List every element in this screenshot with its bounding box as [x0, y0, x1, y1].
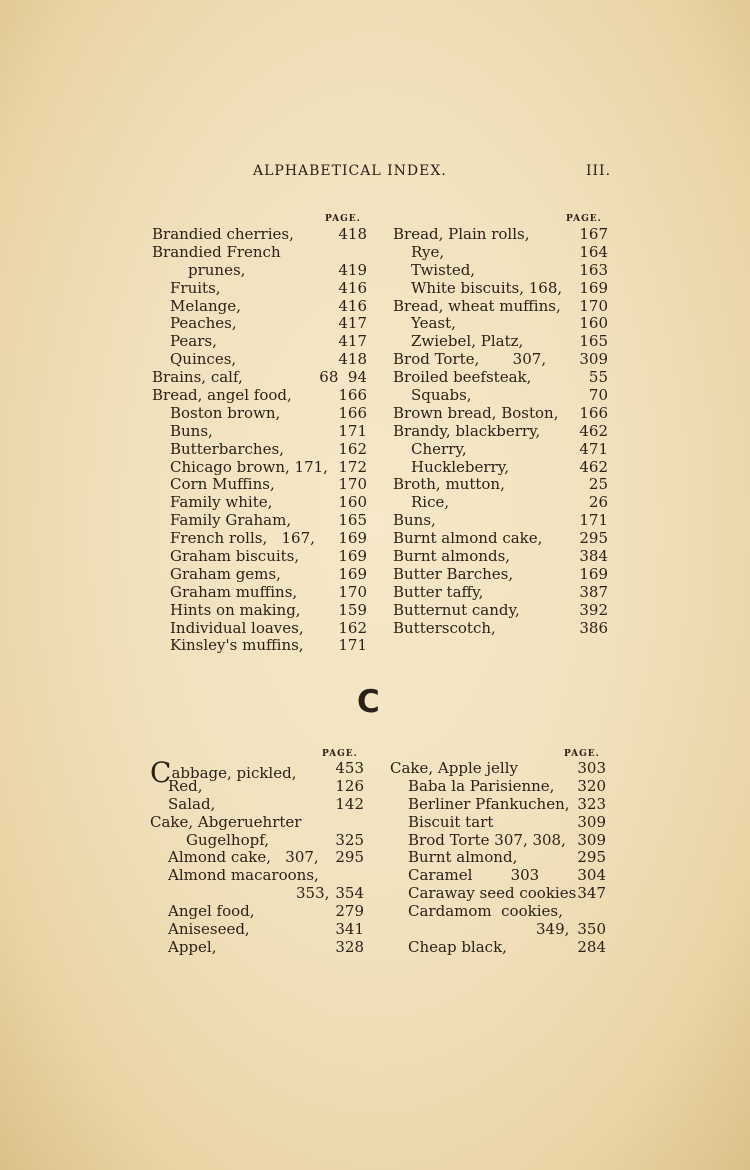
entry-page-number: 354	[335, 884, 364, 903]
entry-label: Buns,	[393, 511, 436, 530]
entry-page-number: 462	[579, 457, 608, 476]
entry-page-number: 170	[338, 475, 367, 494]
entry-page-number: 159	[338, 600, 367, 619]
entry-page-number: 160	[338, 493, 367, 512]
index-entry	[393, 333, 608, 351]
index-entry	[150, 885, 364, 903]
index-column-b-right	[393, 226, 608, 637]
entry-label: Rice,	[411, 493, 450, 512]
entry-page-number: 416	[338, 278, 367, 297]
index-entry	[152, 262, 367, 280]
entry-label: Squabs,	[411, 386, 472, 405]
entry-label: Kinsley's muffins,	[170, 636, 304, 655]
entry-label: Butterbarches,	[170, 439, 284, 458]
index-entry	[152, 620, 367, 638]
index-entry	[393, 494, 608, 512]
index-entry	[152, 280, 367, 298]
index-entry	[150, 939, 364, 957]
entry-page-number: 328	[335, 937, 364, 956]
entry-page-number: 170	[338, 582, 367, 601]
index-entry	[393, 226, 608, 244]
index-entry	[393, 405, 608, 423]
entry-label: Bread, angel food,	[152, 386, 292, 405]
entry-page-number: 309	[577, 830, 606, 849]
index-entry	[390, 760, 606, 778]
index-column-c-left	[150, 756, 364, 957]
index-entry	[390, 885, 606, 903]
entry-label: Individual loaves,	[170, 618, 304, 637]
entry-label: Family Graham,	[170, 511, 292, 530]
index-entry	[152, 441, 367, 459]
entry-page-number: 284	[577, 937, 606, 956]
entry-label: 349,	[536, 920, 570, 939]
entry-page-number: 162	[338, 618, 367, 637]
index-entry	[150, 867, 364, 885]
entry-label: Brown bread, Boston,	[393, 403, 559, 422]
entry-label: Caramel 303	[408, 866, 540, 885]
entry-page-number: 341	[335, 920, 364, 939]
entry-page-number: 418	[338, 225, 367, 243]
entry-page-number: 320	[577, 776, 606, 795]
entry-label: Corn Muffins,	[170, 475, 275, 494]
index-entry	[393, 441, 608, 459]
index-entry	[152, 494, 367, 512]
entry-page-number: 166	[338, 403, 367, 422]
entry-page-number: 295	[577, 848, 606, 867]
index-entry	[152, 369, 367, 387]
entry-page-number: 169	[579, 278, 608, 297]
index-entry	[393, 298, 608, 316]
entry-page-number: 166	[579, 403, 608, 422]
entry-page-number: 304	[577, 866, 606, 885]
entry-label: Rye,	[411, 242, 445, 261]
index-entry	[393, 369, 608, 387]
entry-label: Biscuit tart	[408, 812, 494, 831]
entry-page-number: 55	[588, 368, 608, 387]
index-entry	[393, 566, 608, 584]
page-column-label: PAGE.	[325, 214, 361, 224]
index-entry	[152, 476, 367, 494]
entry-label: Graham biscuits,	[170, 547, 300, 566]
entry-label: Pears,	[170, 332, 217, 351]
entry-label: Cake, Apple jelly	[390, 759, 518, 777]
entry-label: Hints on making,	[170, 600, 301, 619]
entry-page-number: 387	[579, 582, 608, 601]
entry-label: Melange,	[170, 296, 241, 315]
entry-page-number: 164	[579, 242, 608, 261]
entry-page-number: 323	[577, 794, 606, 813]
entry-label: Quinces,	[170, 350, 237, 369]
index-entry	[390, 778, 606, 796]
entry-page-number: 70	[588, 386, 608, 405]
entry-label: prunes,	[188, 260, 246, 279]
entry-page-number: 347	[577, 884, 606, 903]
page-number: III.	[586, 163, 612, 179]
entry-page-number: 350	[577, 920, 606, 939]
index-entry	[393, 423, 608, 441]
entry-page-number: 471	[579, 439, 608, 458]
index-entry	[390, 849, 606, 867]
entry-label: 353,	[296, 884, 330, 903]
index-entry	[393, 602, 608, 620]
entry-label: Huckleberry,	[411, 457, 509, 476]
entry-page-number: 416	[338, 296, 367, 315]
index-entry	[390, 939, 606, 957]
entry-page-number: 325	[335, 830, 364, 849]
entry-label: Chicago brown, 171,	[170, 457, 328, 476]
entry-page-number: 26	[588, 493, 608, 512]
entry-page-number: 386	[579, 618, 608, 637]
entry-page-number: 162	[338, 439, 367, 458]
index-entry	[393, 512, 608, 530]
index-entry	[393, 315, 608, 333]
index-entry	[152, 548, 367, 566]
index-entry	[152, 315, 367, 333]
entry-label: Brod Torte 307, 308,	[408, 830, 566, 849]
entry-label: French rolls, 167,	[170, 529, 315, 548]
entry-page-number: 171	[579, 511, 608, 530]
index-entry	[390, 867, 606, 885]
entry-label: Yeast,	[411, 314, 456, 333]
entry-label: Buns,	[170, 421, 213, 440]
index-entry	[152, 298, 367, 316]
index-entry	[150, 778, 364, 796]
entry-label: Appel,	[168, 937, 217, 956]
entry-label: Peaches,	[170, 314, 237, 333]
entry-label: Baba la Parisienne,	[408, 776, 555, 795]
entry-page-number: 172	[338, 457, 367, 476]
entry-label: Butter Barches,	[393, 564, 514, 583]
entry-label: Zwiebel, Platz,	[411, 332, 524, 351]
entry-label: Fruits,	[170, 278, 221, 297]
entry-label: Angel food,	[168, 902, 255, 921]
page-column-label: PAGE.	[322, 749, 358, 759]
index-entry	[152, 530, 367, 548]
entry-label: Brandy, blackberry,	[393, 421, 541, 440]
entry-page-number: 163	[579, 260, 608, 279]
index-entry	[152, 602, 367, 620]
index-entry	[152, 512, 367, 530]
entry-page-number: 384	[579, 547, 608, 566]
index-entry	[393, 530, 608, 548]
index-entry	[390, 903, 606, 921]
entry-label: White biscuits, 168,	[411, 278, 563, 297]
page-column-label: PAGE.	[564, 749, 600, 759]
section-letter-c: C	[357, 684, 380, 720]
entry-page-number: 392	[579, 600, 608, 619]
index-entry	[150, 796, 364, 814]
entry-label: Broth, mutton,	[393, 475, 505, 494]
entry-page-number: 169	[338, 529, 367, 548]
entry-label: Cake, Abgeruehrter	[150, 812, 302, 831]
index-entry	[390, 832, 606, 850]
index-column-c-right	[390, 760, 606, 957]
entry-page-number: 462	[579, 421, 608, 440]
index-entry	[152, 423, 367, 441]
entry-label: Graham muffins,	[170, 582, 298, 601]
page-column-label: PAGE.	[566, 214, 602, 224]
entry-label: Cherry,	[411, 439, 467, 458]
entry-label: Twisted,	[411, 260, 476, 279]
entry-page-number: 279	[335, 902, 364, 921]
index-entry	[393, 280, 608, 298]
entry-page-number: 417	[338, 332, 367, 351]
index-entry	[152, 244, 367, 262]
index-entry	[150, 921, 364, 939]
index-entry	[150, 814, 364, 832]
index-entry	[393, 620, 608, 638]
entry-label: Almond cake, 307,	[168, 848, 319, 867]
index-entry	[152, 584, 367, 602]
entry-label: Boston brown,	[170, 403, 281, 422]
entry-page-number: 126	[335, 776, 364, 795]
index-entry	[393, 244, 608, 262]
entry-page-number: 166	[338, 386, 367, 405]
index-entry	[152, 459, 367, 477]
index-entry	[152, 387, 367, 405]
index-entry	[393, 262, 608, 280]
entry-label: Cheap black,	[408, 937, 507, 956]
index-entry	[150, 903, 364, 921]
index-entry	[393, 476, 608, 494]
entry-label: Berliner Pfankuchen,	[408, 794, 570, 813]
entry-page-number: 418	[338, 350, 367, 369]
entry-page-number: 167	[579, 225, 608, 243]
index-entry	[393, 459, 608, 477]
index-entry	[152, 405, 367, 423]
index-entry	[150, 849, 364, 867]
entry-page-number: 453	[335, 759, 364, 777]
entry-page-number: 170	[579, 296, 608, 315]
index-entry	[390, 921, 606, 939]
index-entry	[393, 584, 608, 602]
index-entry	[152, 226, 367, 244]
index-entry	[393, 548, 608, 566]
entry-page-number: 171	[338, 636, 367, 655]
entry-label: Butterscotch,	[393, 618, 496, 637]
index-entry	[390, 796, 606, 814]
entry-page-number: 142	[335, 794, 364, 813]
entry-label: Bread, Plain rolls,	[393, 225, 530, 243]
entry-page-number: 165	[579, 332, 608, 351]
entry-label: Brandied cherries,	[152, 225, 294, 243]
index-entry	[152, 566, 367, 584]
entry-label: Brandied French	[152, 242, 281, 261]
entry-label: Butternut candy,	[393, 600, 520, 619]
entry-label: Cabbage, pickled,	[150, 756, 297, 789]
entry-page-number: 309	[579, 350, 608, 369]
entry-label: Brains, calf,	[152, 368, 243, 387]
entry-label: Salad,	[168, 794, 216, 813]
entry-page-number: 295	[579, 529, 608, 548]
entry-page-number: 295	[335, 848, 364, 867]
index-entry	[150, 832, 364, 850]
entry-page-number: 169	[579, 564, 608, 583]
entry-label: Aniseseed,	[168, 920, 250, 939]
entry-page-number: 417	[338, 314, 367, 333]
index-entry	[390, 814, 606, 832]
entry-page-number: 419	[338, 260, 367, 279]
entry-label: Graham gems,	[170, 564, 281, 583]
entry-label: Brod Torte, 307,	[393, 350, 547, 369]
entry-page-number: 171	[338, 421, 367, 440]
entry-label: Family white,	[170, 493, 273, 512]
index-entry	[393, 351, 608, 369]
entry-label: Burnt almonds,	[393, 547, 511, 566]
entry-label: Red,	[168, 776, 203, 795]
index-column-b-left	[152, 226, 367, 655]
entry-page-number: 160	[579, 314, 608, 333]
entry-label: Butter taffy,	[393, 582, 484, 601]
running-title: ALPHABETICAL INDEX.	[253, 163, 447, 179]
entry-label: Almond macaroons,	[168, 866, 319, 885]
index-entry	[152, 333, 367, 351]
index-entry	[152, 351, 367, 369]
entry-page-number: 68 94	[319, 368, 367, 387]
entry-page-number: 169	[338, 547, 367, 566]
entry-page-number: 303	[577, 759, 606, 777]
entry-label: Burnt almond,	[408, 848, 518, 867]
entry-label: Gugelhopf,	[186, 830, 269, 849]
entry-label: Cardamom cookies,	[408, 902, 563, 921]
index-entry	[152, 637, 367, 655]
entry-page-number: 25	[588, 475, 608, 494]
entry-page-number: 309	[577, 812, 606, 831]
entry-page-number: 169	[338, 564, 367, 583]
entry-label: Burnt almond cake,	[393, 529, 543, 548]
entry-page-number: 165	[338, 511, 367, 530]
entry-label: Broiled beefsteak,	[393, 368, 532, 387]
index-entry	[393, 387, 608, 405]
entry-label: Caraway seed cookies	[408, 884, 577, 903]
entry-label: Bread, wheat muffins,	[393, 296, 561, 315]
